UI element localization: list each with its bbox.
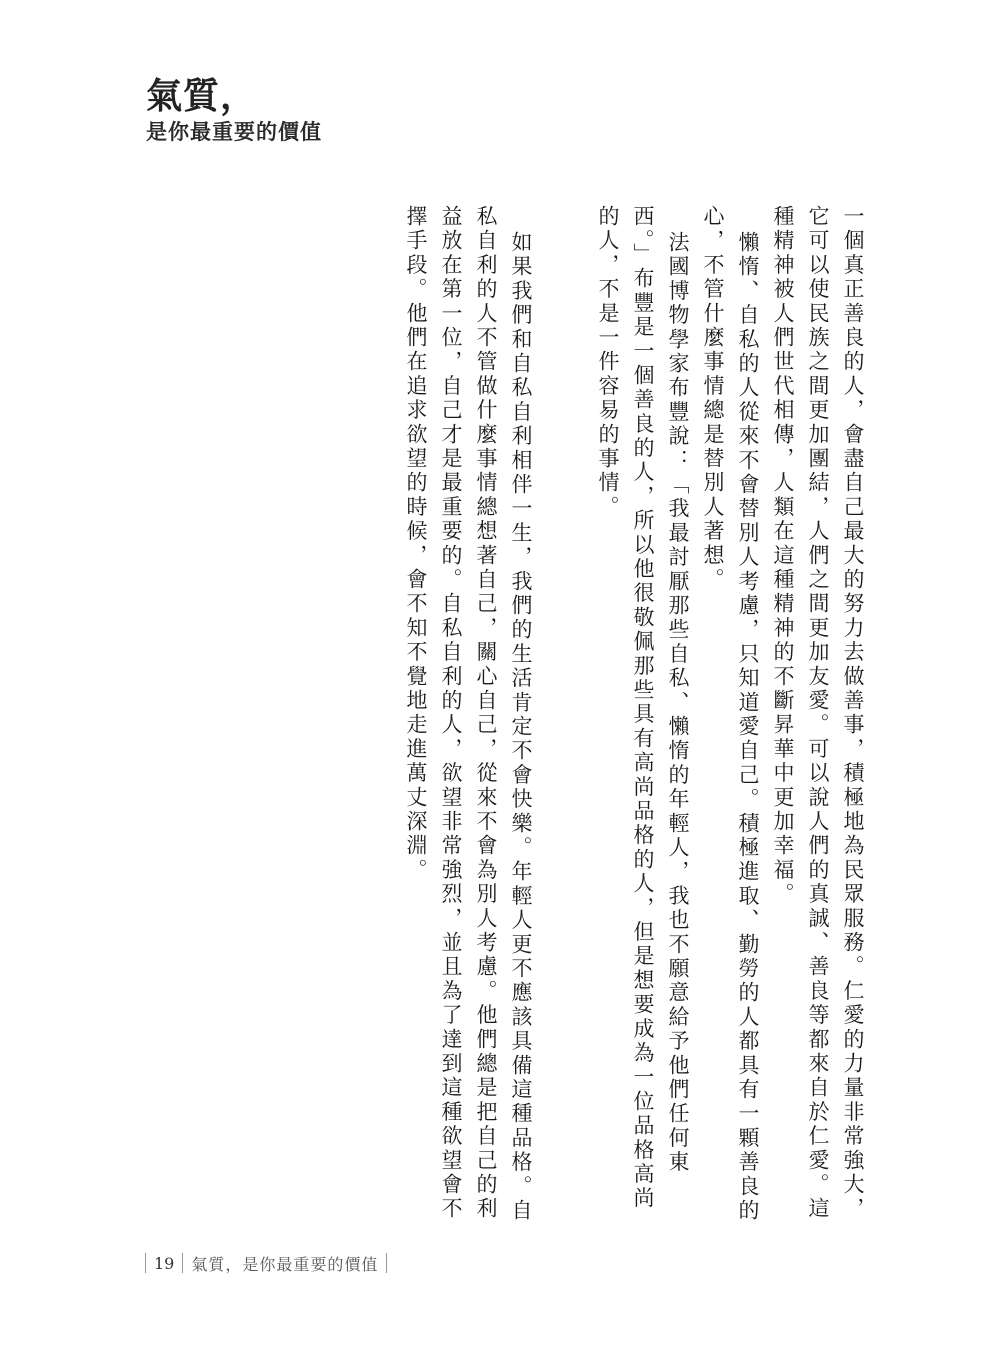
running-title: 氣質，是你最重要的價值 — [191, 1254, 379, 1274]
page-number: 19 — [154, 1253, 175, 1273]
chapter-title: 氣質， — [146, 75, 258, 117]
vertical-body-text — [230, 205, 870, 1225]
paragraph-1: 一個真正善良的人，會盡自己最大的努力去做善事，積極地為民眾服務。仁愛的力量非常強大，它可以使民族之間更加團結，人們之間更加友愛。可以說人們的真誠、善良等都來自於仁愛。這種精神被人們世代相傳，人類在這種精神的不斷昇華中更加幸福。 — [771, 205, 865, 1222]
paragraph-2: 懶惰、自私的人從來不會替別人考慮，只知道愛自己。積極進取、勤勞的人都具有一顆善良的心，不管什麼事情總是替別人著想。 — [701, 205, 760, 1224]
page-footer — [145, 1250, 387, 1276]
paragraph-4: 如果我們和自私自利相伴一生，我們的生活肯定不會快樂。年輕人更不應該具備這種品格。自私自利的人不管做什麼事情總想著自己，關心自己，從來不會為別人考慮。他們總是把自己的利益放在第一位，自己才是最重要的。自私自利的人，欲望非常強烈，並且為了達到這種欲望會不擇手段。他們在追求欲望的時候，會不知不覺地走進萬丈深淵。 — [404, 205, 533, 1224]
paragraph-spacer — [538, 205, 590, 1225]
footer-divider-right — [386, 1253, 387, 1273]
chapter-subtitle: 是你最重要的價值 — [146, 119, 322, 144]
chapter-title-block — [146, 74, 466, 146]
paragraph-3: 法國博物學家布豐說：「我最討厭那些自私、懶惰的年輕人，我也不願意給予他們任何東西。」布豐是一個善良的人，所以他很敬佩那些具有高尚品格的人，但是想要成為一位品格高尚的人，不是一件容易的事情。 — [596, 205, 690, 1211]
